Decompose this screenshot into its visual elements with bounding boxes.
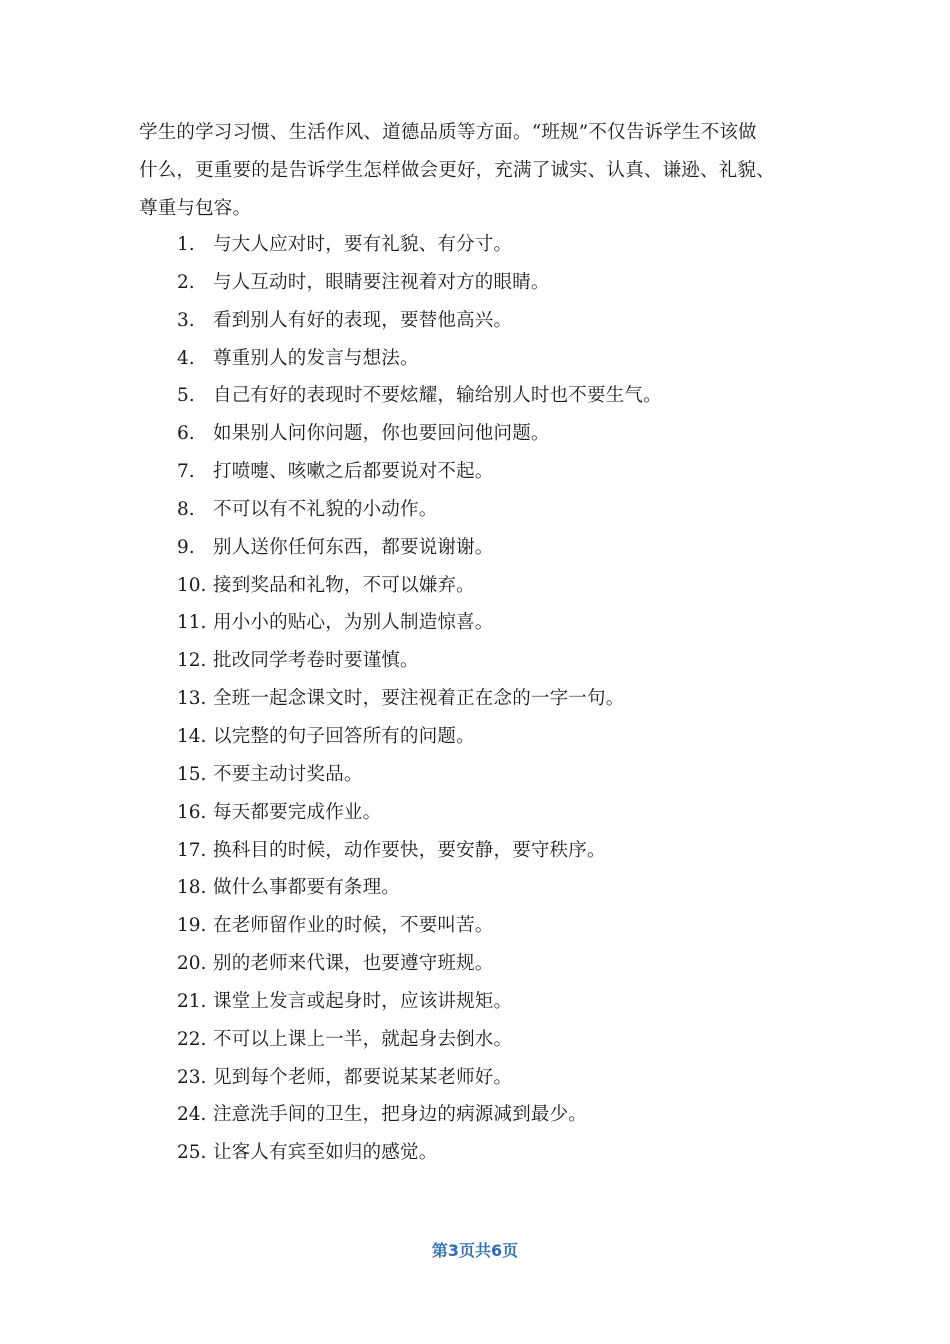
rule-text: 做什么事都要有条理。: [213, 877, 401, 899]
rule-item: [177, 686, 817, 724]
rule-text: 注意洗手间的卫生，把身边的病源减到最少。: [213, 1104, 588, 1126]
rule-item: [177, 1102, 817, 1140]
rule-item: [177, 989, 817, 1027]
rule-item: [177, 913, 817, 951]
rule-text: 不可以有不礼貌的小动作。: [213, 498, 438, 520]
rule-text: 接到奖品和礼物，不可以嫌弃。: [213, 574, 475, 596]
rule-number: 8.: [177, 498, 195, 520]
rule-number: 7.: [177, 461, 195, 483]
rule-number: 12.: [177, 650, 207, 672]
rule-item: [177, 421, 817, 459]
rule-text: 别的老师来代课，也要遵守班规。: [213, 953, 494, 975]
rule-text: 见到每个老师，都要说某某老师好。: [213, 1066, 513, 1088]
rule-number: 17.: [177, 839, 207, 861]
rule-text: 与人互动时，眼睛要注视着对方的眼睛。: [213, 271, 550, 293]
class-rules-list: [177, 232, 817, 1178]
rule-text: 自己有好的表现时不要炫耀，输给别人时也不要生气。: [213, 385, 662, 407]
rule-item: [177, 308, 817, 346]
rule-number: 22.: [177, 1028, 207, 1050]
rule-text: 用小小的贴心，为别人制造惊喜。: [213, 612, 494, 634]
rule-item: [177, 1027, 817, 1065]
rule-text: 尊重别人的发言与想法。: [213, 347, 419, 369]
rule-text: 让客人有宾至如归的感觉。: [213, 1142, 438, 1164]
rule-number: 18.: [177, 877, 207, 899]
rule-item: [177, 648, 817, 686]
intro-line: 学生的学习习惯、生活作风、道德品质等方面。“班规”不仅告诉学生不该做: [139, 122, 757, 143]
rule-number: 23.: [177, 1066, 207, 1088]
rule-text: 课堂上发言或起身时，应该讲规矩。: [213, 990, 513, 1012]
rule-item: [177, 459, 817, 497]
rule-item: [177, 535, 817, 573]
rule-text: 每天都要完成作业。: [213, 801, 382, 823]
rule-number: 6.: [177, 423, 195, 445]
rule-text: 与大人应对时，要有礼貌、有分寸。: [213, 234, 513, 255]
rule-text: 看到别人有好的表现，要替他高兴。: [213, 309, 513, 331]
rule-number: 20.: [177, 953, 207, 975]
rule-item: [177, 800, 817, 838]
rule-text: 别人送你任何东西，都要说谢谢。: [213, 536, 494, 558]
rule-item: [177, 724, 817, 762]
rule-number: 13.: [177, 688, 207, 710]
rule-item: [177, 232, 817, 270]
rule-text: 不可以上课上一半，就起身去倒水。: [213, 1028, 513, 1050]
rule-number: 4.: [177, 347, 195, 369]
rule-number: 16.: [177, 801, 207, 823]
intro-line: 什么，更重要的是告诉学生怎样做会更好，充满了诚实、认真、谦逊、礼貌、: [139, 160, 775, 181]
rule-item: [177, 762, 817, 800]
rule-number: 5.: [177, 385, 195, 407]
rule-number: 19.: [177, 915, 207, 937]
rule-item: [177, 875, 817, 913]
rule-text: 以完整的句子回答所有的问题。: [213, 725, 475, 747]
rule-item: [177, 383, 817, 421]
rule-text: 不要主动讨奖品。: [213, 763, 363, 785]
page-number-footer: 第3页共6页: [431, 1241, 519, 1260]
rule-number: 21.: [177, 990, 207, 1012]
rule-text: 批改同学考卷时要谨慎。: [213, 650, 419, 672]
intro-line: 尊重与包容。: [139, 198, 252, 219]
rule-number: 10.: [177, 574, 207, 596]
rule-number: 3.: [177, 309, 195, 331]
rule-item: [177, 951, 817, 989]
rule-number: 15.: [177, 763, 207, 785]
intro-paragraph: [139, 118, 819, 232]
rule-text: 在老师留作业的时候，不要叫苦。: [213, 915, 494, 937]
rule-number: 11.: [177, 612, 207, 634]
rule-number: 14.: [177, 725, 207, 747]
rule-item: [177, 497, 817, 535]
rule-item: [177, 1065, 817, 1103]
rule-number: 25.: [177, 1142, 207, 1164]
rule-number: 2.: [177, 271, 195, 293]
rule-item: [177, 270, 817, 308]
rule-number: 1.: [177, 234, 195, 255]
rule-item: [177, 346, 817, 384]
rule-item: [177, 838, 817, 876]
rule-text: 如果别人问你问题，你也要回问他问题。: [213, 423, 550, 445]
rule-item: [177, 610, 817, 648]
rule-text: 换科目的时候，动作要快，要安静，要守秩序。: [213, 839, 606, 861]
rule-number: 24.: [177, 1104, 207, 1126]
rule-text: 打喷嚏、咳嗽之后都要说对不起。: [213, 461, 494, 483]
rule-text: 全班一起念课文时，要注视着正在念的一字一句。: [213, 688, 625, 710]
rule-number: 9.: [177, 536, 195, 558]
rule-item: [177, 573, 817, 611]
rule-item: [177, 1140, 817, 1178]
